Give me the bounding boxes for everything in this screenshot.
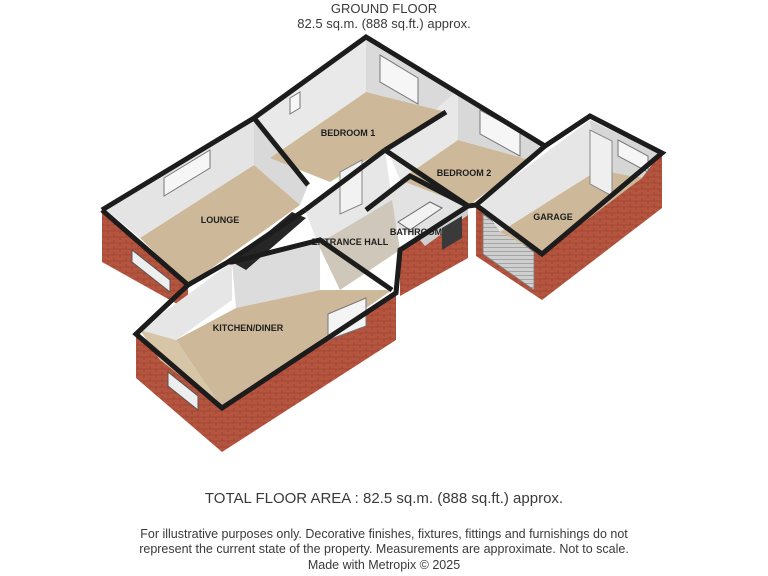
room-label-bedroom-2: BEDROOM 2 <box>436 168 492 178</box>
total-floor-area: TOTAL FLOOR AREA : 82.5 sq.m. (888 sq.ft.) approx. <box>204 490 564 507</box>
floor-area: 82.5 sq.m. (888 sq.ft.) approx. <box>297 16 471 31</box>
room-label-garage: GARAGE <box>533 212 573 222</box>
room-label-entrance-hall: ENTRANCE HALL <box>311 237 389 247</box>
room-label-bedroom-1: BEDROOM 1 <box>320 128 376 138</box>
disclaimer-line-1: For illustrative purposes only. Decorative finishes, fixtures, fittings and furnishings do not <box>140 527 628 541</box>
room-label-lounge: LOUNGE <box>200 215 240 225</box>
floor-title: GROUND FLOOR <box>330 1 438 16</box>
made-with-credit: Made with Metropix © 2025 <box>307 558 461 572</box>
disclaimer-line-2: represent the current state of the property. Measurements are approximate. Not to scale. <box>139 542 629 556</box>
room-label-bathroom: BATHROOM <box>389 227 443 237</box>
garage-door-inner <box>590 130 612 196</box>
room-label-kitchen-diner: KITCHEN/DINER <box>212 323 284 333</box>
